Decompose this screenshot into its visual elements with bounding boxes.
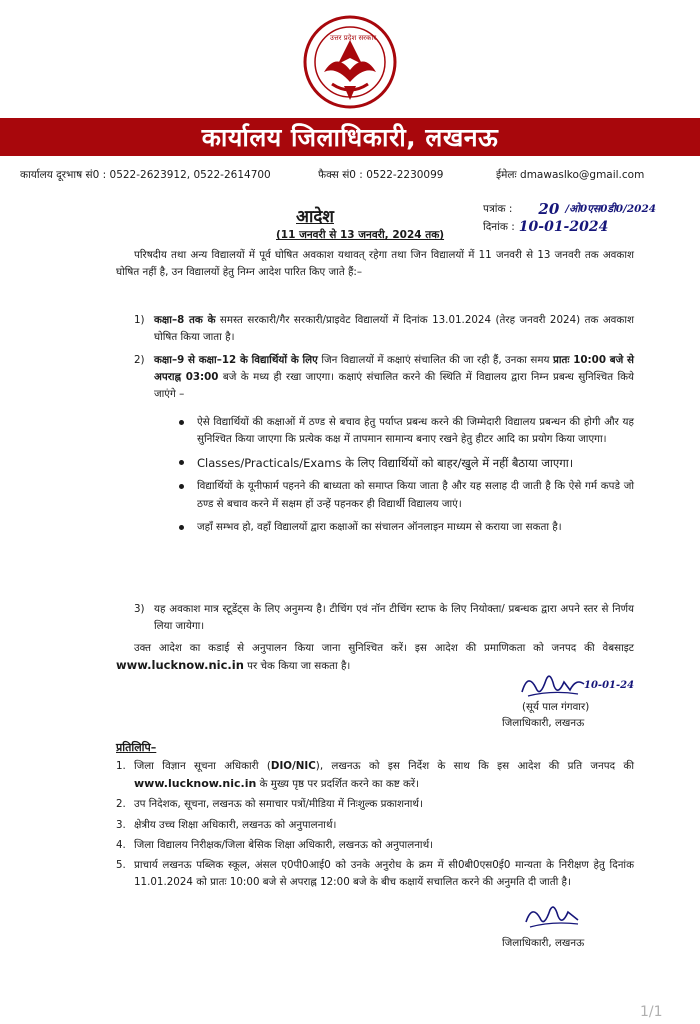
bullet-text: जहाँ सम्भव हो, वहाँ विद्यालयों द्वारा कक्षाओं का संचालन ऑनलाइन माध्यम से कराया जा सकता है।: [197, 520, 562, 533]
copy-text: ), लखनऊ को इस निर्देश के साथ कि इस आदेश की प्रति जनपद की: [315, 760, 634, 772]
order-title: आदेश: [296, 207, 334, 227]
order-item-2: [134, 352, 634, 404]
copy-number: 1.: [116, 760, 126, 772]
order-item-1: [134, 312, 634, 346]
date-value: 10-01-2024: [518, 219, 609, 235]
officer-name: (सूर्य पाल गंगवार): [522, 701, 590, 713]
bullet-item: [175, 414, 634, 448]
copy-designation: जिलाधिकारी, लखनऊ: [502, 937, 585, 949]
signature-date: 10-01-24: [584, 680, 635, 691]
ref-suffix: /ओ0एस0डी0/2024: [565, 203, 657, 215]
intro-paragraph: परिषदीय तथा अन्य विद्यालयों में पूर्व घोषित अवकाश यथावत् रहेगा तथा जिन विद्यालयों में 11 जनवरी से 13 जनवरी तक अवकाश घोषित नहीं है, उन विद्यालयों हेतु निम्न आदेश पारित किए जाते हैं:–: [116, 249, 634, 279]
item-number: 2): [134, 354, 145, 366]
officer-designation: जिलाधिकारी, लखनऊ: [502, 717, 585, 729]
item2-text-mid: जिन विद्यालयों में कक्षाएं संचालित की जा रही हैं, उनका समय: [317, 354, 553, 366]
copy-list: [116, 758, 634, 894]
copy-number: 4.: [116, 838, 126, 851]
copy-number: 5.: [116, 859, 126, 872]
copy-heading: प्रतिलिपि–: [116, 741, 157, 754]
bullet-dot-icon: [179, 484, 184, 489]
bullet-text: विद्यार्थियों के यूनीफार्म पहनने की बाध्यता को समाप्त किया जाता है और यह सलाह दी जाती है कि ऐसे गर्म कपडे जो ठण्ड से बचाव करने में सक्षम हों उन्हें पहनकर ही विद्यार्थी विद्यालय जाएं।: [197, 480, 634, 510]
signature-scribble-icon: [518, 668, 588, 702]
email-line: [496, 168, 644, 182]
copy-item: [116, 796, 634, 813]
item2-text-rest: बजे के मध्य ही रखा जाएगा। कक्षाएं संचालित करने की स्थिति में विद्यालय द्वारा निम्न प्रबन्ध सुनिश्चित किये जाएंगे –: [154, 371, 634, 401]
signature-1: [518, 668, 638, 704]
bullet-text: Classes/Practicals/Exams के लिए विद्यार्थियों को बाहर/खुले में नहीं बैठाया जाएगा।: [197, 456, 574, 471]
reference-block: [483, 200, 683, 236]
item-number: 1): [134, 314, 145, 326]
copy-number: 3.: [116, 818, 126, 831]
copy-text: क्षेत्रीय उच्च शिक्षा अधिकारी, लखनऊ को अनुपालनार्थ।: [134, 818, 337, 831]
bullet-text: ऐसे विद्यार्थियों की कक्षाओं में ठण्ड से बचाव हेतु पर्याप्त प्रबन्ध करने की जिम्मेदारी विद्यालय प्रबन्धन की होगी और यह सुनिश्चित किया जाएगा कि प्रत्येक कक्ष में तापमान सामान्य बनाए रखने हेतु हीटर आदि का प्रयोग किया जाएगा।: [197, 416, 634, 446]
date-label: दिनांक :: [483, 221, 515, 233]
copy-item: [116, 837, 634, 854]
signature-2: [522, 900, 612, 936]
copy-text: के मुख्य पृष्ठ पर प्रदर्शित करने का कष्ट करें।: [256, 778, 420, 791]
signature-scribble-icon: [522, 900, 592, 934]
page-number: 1/1: [640, 1004, 663, 1020]
ref-number: 20: [538, 200, 560, 218]
copy-item: [116, 817, 634, 834]
bullet-item: [175, 519, 634, 536]
website-link[interactable]: www.lucknow.nic.in: [116, 658, 244, 673]
phone-line: [20, 168, 271, 182]
fax-value: 0522-2230099: [366, 169, 444, 181]
ref-label: पत्रांक :: [483, 203, 513, 215]
copy-text: जिला विज्ञान सूचना अधिकारी (: [134, 760, 271, 772]
item3-text: यह अवकाश मात्र स्टूडेंट्स के लिए अनुमन्य है। टीचिंग एवं नॉन टीचिंग स्टाफ के लिए नियोक्ता/ प्रबन्धक द्वारा अपने स्तर से निर्णय लिया जायेगा।: [154, 603, 634, 633]
copy-website-link[interactable]: www.lucknow.nic.in: [134, 777, 257, 791]
item2-time: प्रातः 10:00 बजे से अपराह्न 03:00: [154, 354, 634, 384]
email-label: ईमेलः: [496, 169, 517, 181]
copy-item: [116, 758, 634, 793]
bullet-item: [175, 478, 634, 512]
bullet-dot-icon: [179, 525, 184, 530]
order-subtitle: (11 जनवरी से 13 जनवरी, 2024 तक): [276, 229, 445, 241]
bullet-dot-icon: [179, 460, 184, 465]
closing-text-1: उक्त आदेश का कडाई से अनुपालन किया जाना सुनिश्चित करें। इस आदेश की प्रमाणिकता को जनपद की वेबसाइट: [134, 642, 634, 654]
item-number: 3): [134, 603, 145, 615]
item2-bold: कक्षा–9 से कक्षा–12 के विद्यार्थियों के लिए: [154, 354, 318, 366]
copy-number: 2.: [116, 798, 126, 811]
copy-text: उप निदेशक, सूचना, लखनऊ को समाचार पत्रों/मीडिया में निःशुल्क प्रकाशनार्थ।: [134, 798, 423, 811]
copy-text: जिला विद्यालय निरीक्षक/जिला बेसिक शिक्षा अधिकारी, लखनऊ को अनुपालनार्थ।: [134, 838, 434, 851]
fax-label: फैक्स सं0 :: [318, 169, 363, 181]
fax-line: [318, 168, 443, 182]
emblem-text: उत्तर प्रदेश सरकार: [330, 34, 377, 42]
up-government-emblem: [302, 12, 398, 112]
item1-bold: कक्षा–8 तक के: [154, 314, 216, 326]
office-title: कार्यालय जिलाधिकारी, लखनऊ: [201, 123, 499, 152]
closing-text-2: पर चेक किया जा सकता है।: [243, 660, 351, 673]
office-banner: [0, 118, 700, 156]
bullet-dot-icon: [179, 420, 184, 425]
bullet-item: [175, 454, 634, 472]
arrangement-bullets: [175, 414, 634, 542]
phone-value: 0522-2623912, 0522-2614700: [109, 169, 271, 181]
copy-item: [116, 857, 634, 891]
copy-dio-nic: DIO/NIC: [270, 760, 316, 772]
email-value: dmawaslko@gmail.com: [520, 169, 645, 181]
phone-label: कार्यालय दूरभाष सं0 :: [20, 169, 107, 181]
item1-text: समस्त सरकारी/गैर सरकारी/प्राइवेट विद्यालयों में दिनांक 13.01.2024 (तेरह जनवरी 2024) तक अवकाश घोषित किया जाता है।: [154, 314, 634, 344]
order-item-3: [134, 601, 634, 635]
copy-text: प्राचार्य लखनऊ पब्लिक स्कूल, अंसल ए0पी0आई0 को उनके अनुरोध के क्रम में सी0बी0एस0ई0 मान्यता के निरीक्षण हेतु दिनांक 11.01.2024 को प्रातः 10:00 बजे से अपराह्न 12:00 बजे के बीच कक्षायें सचालित करने की अनुमति दी जाती है।: [134, 859, 634, 889]
